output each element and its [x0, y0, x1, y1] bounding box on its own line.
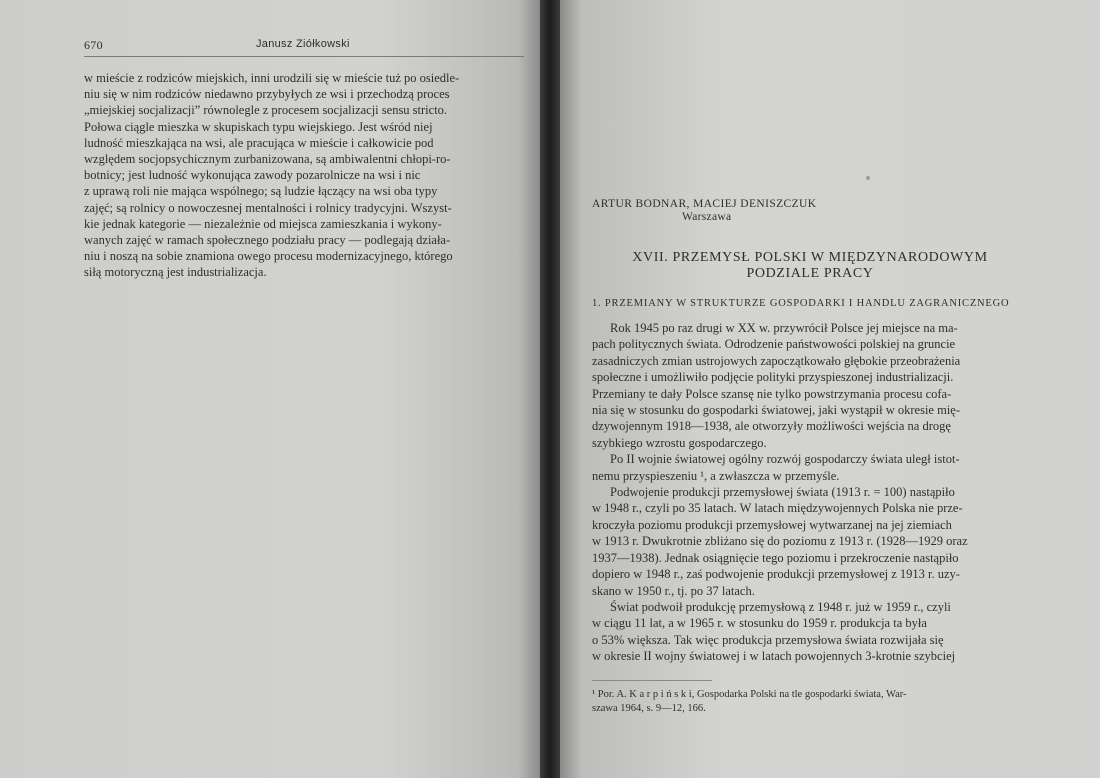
text-line: względem socjopsychicznym zurbanizowana, są ambiwalentni chłopi-ro-: [84, 152, 451, 167]
author-city: Warszawa: [682, 211, 732, 223]
text-line: wanych zajęć w ramach społecznego podziału pracy — podlegają działa-: [84, 233, 451, 248]
chapter-authors: ARTUR BODNAR, MACIEJ DENISZCZUK: [592, 198, 817, 210]
right-body-text: [592, 320, 1028, 665]
footnote: [592, 688, 1028, 716]
text-line: Połowa ciągle mieszka w skupiskach typu wiejskiego. Jest wśród niej: [84, 119, 433, 134]
text-line: skano w 1950 r., tj. po 37 latach.: [592, 583, 755, 598]
text-line: pach politycznych świata. Odrodzenie państwowości polskiej na gruncie: [592, 337, 956, 352]
text-line: 1937—1938). Jednak osiągnięcie tego poziomu i przekroczenie nastąpiło: [592, 550, 959, 565]
text-line: w 1913 r. Dwukrotnie zbliżano się do poziomu z 1913 r. (1928—1929 oraz: [592, 534, 968, 549]
chapter-title: XVII. PRZEMYSŁ POLSKI W MIĘDZYNARODOWYM PODZIALE PRACY: [632, 250, 988, 281]
text-line: nemu przyspieszeniu ¹, a zwłaszcza w przemyśle.: [592, 468, 840, 483]
text-line: ludność mieszkająca na wsi, ale pracująca w mieście i całkowicie pod: [84, 135, 434, 150]
text-line: społeczne i umożliwiło podjęcie polityki przyspieszonej industrializacji.: [592, 370, 954, 385]
text-line: Po II wojnie światowej ogólny rozwój gospodarczy świata uległ istot-: [610, 452, 960, 467]
text-line: z uprawą roli nie mająca wspólnego; są ludzie łączący na wsi oba typy: [84, 184, 438, 199]
footnote-line: ¹ Por. A. K a r p i ń s k i, Gospodarka Polski na tle gospodarki świata, War-: [592, 689, 907, 700]
running-author: Janusz Ziółkowski: [256, 38, 350, 50]
text-line: dzywojennym 1918—1938, ale otworzyły możliwości wejścia na drogę: [592, 419, 951, 434]
text-line: zasadniczych zmian ustrojowych zapoczątkowało głębokie przeobrażenia: [592, 353, 961, 368]
section-title: 1. PRZEMIANY W STRUKTURZE GOSPODARKI I HANDLU ZAGRANICZNEGO: [592, 298, 1010, 309]
text-line: „miejskiej socjalizacji” równolegle z procesem socjalizacji sensu stricto.: [84, 103, 448, 118]
text-line: Świat podwoił produkcję przemysłową z 1948 r. już w 1959 r., czyli: [610, 599, 951, 614]
text-line: niu się w nim rodziców niedawno przybyłych ze wsi i przechodzą proces: [84, 87, 450, 102]
text-line: kie jednak kategorie — niezależnie od miejsca zamieszkania i wykony-: [84, 216, 442, 231]
running-head: [84, 38, 524, 57]
text-line: w 1948 r., czyli po 35 latach. W latach międzywojennych Polska nie prze-: [592, 501, 963, 516]
text-line: niu i noszą na sobie znamiona owego procesu modernizacyjnego, którego: [84, 249, 453, 264]
text-line: w mieście z rodziców miejskich, inni urodzili się w mieście tuż po osiedle-: [84, 71, 460, 85]
text-line: kroczyła poziomu produkcji przemysłowej wytwarzanej na jej ziemiach: [592, 517, 952, 532]
text-line: w okresie II wojny światowej i w latach powojennych 3-krotnie szybciej: [592, 649, 956, 664]
text-line: Podwojenie produkcji przemysłowej świata (1913 r. = 100) nastąpiło: [610, 485, 955, 500]
text-line: szybkiego wzrostu gospodarczego.: [592, 435, 767, 450]
text-line: Przemiany te dały Polsce szansę nie tylko powstrzymania procesu cofa-: [592, 386, 952, 401]
text-line: dopiero w 1948 r., zaś podwojenie produkcji przemysłowej z 1913 r. uzy-: [592, 567, 960, 582]
text-line: w ciągu 11 lat, a w 1965 r. w stosunku do 1959 r. produkcja ta była: [592, 616, 927, 631]
text-line: zajęć; są rolnicy o nowoczesnej mentalności i rolnicy tradycyjni. Wszyst-: [84, 200, 452, 215]
left-page: [0, 0, 540, 778]
page-number: 670: [84, 38, 103, 52]
left-body-text: [84, 70, 528, 281]
footnote-line: szawa 1964, s. 9—12, 166.: [592, 703, 706, 714]
paper-speck: [866, 176, 870, 180]
book-gutter: [540, 0, 560, 778]
text-line: o 53% większa. Tak więc produkcja przemysłowa świata rozwijała się: [592, 632, 944, 647]
text-line: Rok 1945 po raz drugi w XX w. przywrócił Polsce jej miejsce na ma-: [610, 321, 958, 335]
footnote-rule: [592, 680, 712, 681]
text-line: siłą motoryczną jest industrializacja.: [84, 265, 267, 280]
text-line: botnicy; jest ludność wykonująca zawody pozarolnicze na wsi i nic: [84, 168, 421, 183]
text-line: nia się w stosunku do gospodarki światowej, jaki wystąpił w okresie mię-: [592, 403, 960, 418]
